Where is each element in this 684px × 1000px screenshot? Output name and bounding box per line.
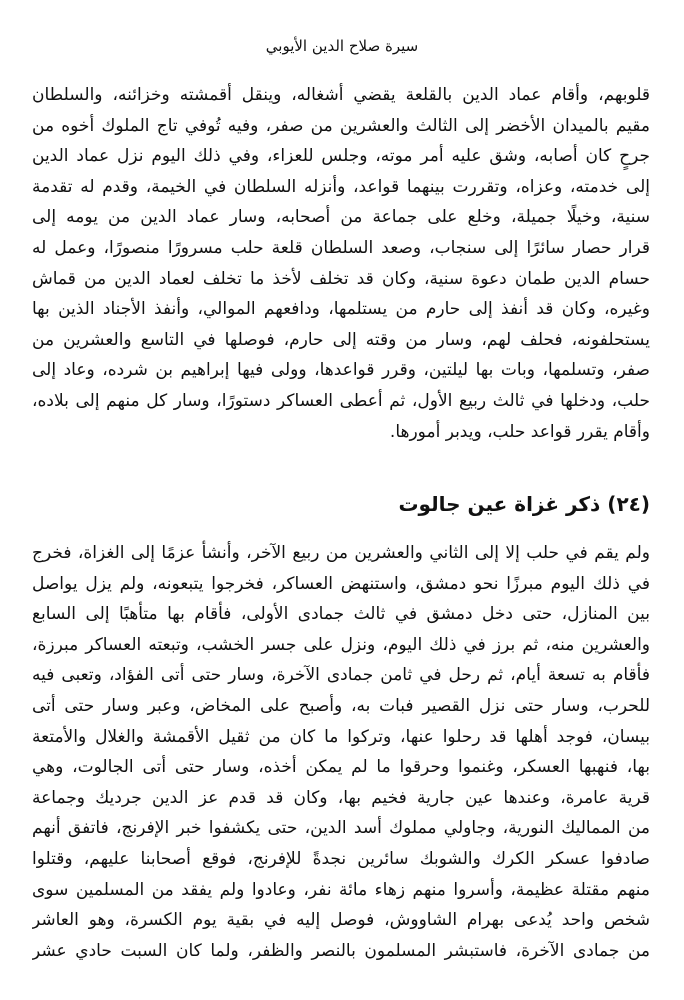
text-line: بين المنازل، حتى دخل دمشق في ثالث جمادى الأولى، فأقام بها متأهبًا إلى السابع — [32, 604, 650, 625]
text-line: والعشرين منه، ثم برز في ذلك اليوم، ونزل على جسر الخشب، وتبعته العساكر مبرزة، — [32, 634, 650, 655]
text-line: من جمادى الآخرة، فاستبشر المسلمون بالنصر والظفر، ولما كان السبت حادي عشر — [32, 940, 650, 961]
text-line: وأقام يقرر قواعد حلب، ويدبر أمورها. — [389, 421, 650, 442]
text-line: بها، فنهبها العسكر، وغنموا وحرقوا ما لم يمكن أخذه، وسار حتى أتى الجالوت، وهي — [32, 757, 650, 778]
text-line: بيسان، فوجد أهلها قد رحلوا عنها، وتركوا ما كان من ثقيل الأقمشة والغلال والأمتعة — [32, 726, 650, 747]
text-line: حسام الدين طمان دعوة سنية، وكان قد تخلف لأخذ ما تخلف لعماد الدين من قماش — [32, 268, 650, 289]
text-line: صادفوا عسكر الكرك والشوبك سائرين نجدةً للإفرنج، فوقع أصحابنا عليهم، وقتلوا — [32, 848, 650, 869]
text-line: يستحلفونه، فحلف لهم، وسار من وقته إلى حارم، فوصلها في التاسع والعشرين من — [32, 329, 650, 350]
text-line: جرحٍ كان أصابه، وشق عليه أمر موته، وجلس للعزاء، وفي ذلك اليوم نزل عماد الدين — [32, 146, 650, 167]
text-line: في ذلك اليوم مبرزًا نحو دمشق، واستنهض العساكر، فخرجوا يتبعونه، ولم يزل يواصل — [32, 573, 650, 594]
section-heading: (٢٤) ذكر غزاة عين جالوت — [398, 492, 650, 516]
text-line: حلب، ودخلها في ثالث ربيع الأول، ثم أعطى العساكر دستورًا، وسار كل منهم إلى بلاده، — [32, 390, 650, 411]
text-line: قرية عامرة، وعندها عين جارية فخيم بها، وكان قد قدم عز الدين جرديك وجماعة — [32, 787, 650, 808]
text-line: قلوبهم، وأقام عماد الدين بالقلعة يقضي أشغاله، وينقل أقمشته وخزائنه، والسلطان — [32, 85, 650, 105]
text-line: فأقام به تسعة أيام، ثم رحل في ثامن جمادى الآخرة، وسار حتى أتى الفؤاد، وتعبى فيه — [32, 665, 650, 686]
text-line: من المماليك النورية، وجاولي مملوك أسد الدين، حتى يكشفوا خبر الإفرنج، فاتفق أنهم — [32, 818, 650, 839]
text-line: مقيم بالميدان الأخضر إلى الثالث والعشرين من صفر، وفيه تُوفي تاج الملوك أخوه من — [32, 115, 650, 136]
text-line: وغيره، وكان قد أنفذ إلى حارم من يستلمها، ودافعهم الموالي، وأنفذ الأجناد الذين بها — [32, 299, 650, 320]
text-line: قرار حصار سائرًا إلى سنجاب، وصعد السلطان قلعة حلب مسرورًا منصورًا، وعمل له — [32, 237, 650, 258]
running-header: سيرة صلاح الدين الأيوبي — [265, 37, 419, 55]
text-line: ولم يقم في حلب إلا إلى الثاني والعشرين من ربيع الآخر، وأنشأ عزمًا إلى الغزاة، فخرج — [32, 543, 650, 563]
text-line: للحرب، وسار حتى نزل القصير فبات به، وأصبح على المخاض، وعبر وسار حتى أتى — [32, 695, 650, 716]
paragraph-1 — [32, 80, 650, 447]
paragraph-2 — [32, 538, 650, 966]
text-line: إلى خدمته، وعزاه، وتقررت بينهما قواعد، وأنزله السلطان في الخيمة، وقدم له تقدمة — [32, 176, 650, 197]
text-line: شخص واحد يُدعى بهرام الشاووش، فوصل إليه في بقية يوم الكسرة، وهو العاشر — [32, 910, 650, 931]
text-line: منهم مقتلة عظيمة، وأسروا منهم زهاء مائة نفر، وعادوا ولم يفقد من المسلمين سوى — [32, 879, 650, 900]
text-line: صفر، وتسلمها، وبات بها ليلتين، وقرر قواعدها، وولى فيها إبراهيم بن شرده، وعاد إلى — [32, 360, 650, 381]
text-line: سنية، وخيلًا جميلة، وخلع على جماعة من أصحابه، وسار عماد الدين من يومه إلى — [32, 207, 650, 228]
